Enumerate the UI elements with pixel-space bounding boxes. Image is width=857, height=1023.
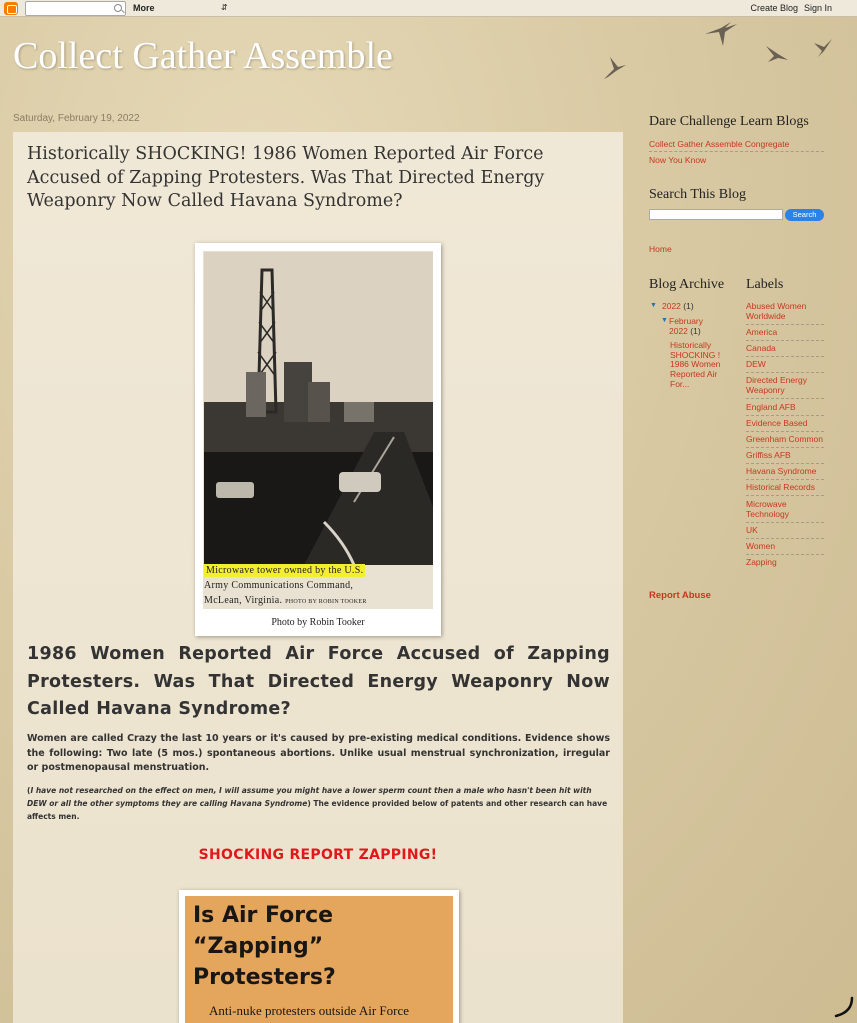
navbar-search-input[interactable] xyxy=(25,1,126,16)
blog-title[interactable]: Collect Gather Assemble xyxy=(13,35,393,77)
label-link[interactable]: Havana Syndrome xyxy=(746,466,817,476)
post-title[interactable]: Historically SHOCKING! 1986 Women Reported Air Force Accused of Zapping Protesters. Was That Directed Energy Weaponry Now Called Havana Syndrome? xyxy=(27,144,545,211)
divider xyxy=(746,356,824,357)
sign-in-link[interactable]: Sign In xyxy=(803,3,832,13)
divider xyxy=(746,431,824,432)
clipping-headline-line-3: Protesters? xyxy=(193,965,336,990)
labels-heading: Labels xyxy=(746,277,784,292)
search-icon[interactable] xyxy=(114,4,122,12)
divider xyxy=(746,415,824,416)
label-link[interactable]: Evidence Based xyxy=(746,418,808,428)
bird-icon xyxy=(600,55,628,81)
shocking-report-heading: SHOCKING REPORT ZAPPING! xyxy=(198,847,438,863)
updown-chevron-icon: ⇵ xyxy=(221,3,228,12)
blog-link-now-you-know[interactable]: Now You Know xyxy=(649,155,707,165)
bird-icon xyxy=(703,20,741,48)
photo-credit: Photo by Robin Tooker xyxy=(271,617,365,628)
post-note: (I have not researched on the effect on men, I will assume you might have a lower sperm count then a male who hasn't been hit with DEW or all the other symptoms they are calling Havana Syndrome) The evidence provided below of patents and other research can have affects men. xyxy=(27,786,608,821)
caption-highlight-line: Microwave tower owned by the U.S. xyxy=(206,565,364,576)
label-link[interactable]: UK xyxy=(746,525,758,535)
post-date: Saturday, February 19, 2022 xyxy=(13,113,140,124)
blogs-heading: Dare Challenge Learn Blogs xyxy=(649,114,809,129)
label-link[interactable]: England AFB xyxy=(746,402,796,412)
clipping-headline-line-2: “Zapping” xyxy=(193,934,324,959)
tower-photo-image xyxy=(204,252,433,565)
divider xyxy=(746,324,824,325)
label-link[interactable]: Directed Energy Weaponry xyxy=(746,375,807,395)
archive-year-label[interactable]: 2022 xyxy=(662,301,681,311)
create-blog-link[interactable]: Create Blog xyxy=(750,3,798,13)
label-link[interactable]: Griffiss AFB xyxy=(746,450,791,460)
divider xyxy=(746,463,824,464)
divider xyxy=(746,398,824,399)
home-link[interactable]: Home xyxy=(649,244,672,254)
blogger-logo-icon[interactable] xyxy=(4,2,18,15)
divider xyxy=(746,495,824,496)
loading-spinner-icon xyxy=(830,994,856,1020)
label-link[interactable]: Historical Records xyxy=(746,482,815,492)
clipping-headline-line-1: Is Air Force xyxy=(193,903,334,928)
tower-photo-caption xyxy=(204,563,433,609)
expand-triangle-icon[interactable]: ▼ xyxy=(661,317,668,324)
label-link[interactable]: Women xyxy=(746,541,776,551)
search-heading: Search This Blog xyxy=(649,187,746,202)
expand-triangle-icon[interactable]: ▼ xyxy=(650,302,657,309)
archive-year-count: (1) xyxy=(683,301,694,311)
tower-photo[interactable] xyxy=(203,251,433,609)
more-label: More xyxy=(133,3,155,13)
blogger-navbar xyxy=(0,0,857,17)
label-link[interactable]: Abused Women Worldwide xyxy=(746,301,807,321)
clipping-subtitle: Anti-nuke protesters outside Air Force xyxy=(209,1003,410,1018)
zapping-clipping-figure[interactable] xyxy=(179,890,459,1023)
clipping-headline xyxy=(193,900,453,993)
divider xyxy=(746,447,824,448)
archive-month-label[interactable]: February 2022 xyxy=(669,316,704,336)
label-link[interactable]: America xyxy=(746,327,778,337)
bird-icon xyxy=(764,44,790,64)
post-body xyxy=(13,132,623,1023)
caption-line-2: Army Communications Command, xyxy=(204,580,354,591)
divider xyxy=(746,522,824,523)
archive-month-count: (1) xyxy=(690,326,701,336)
post-note-rest: The evidence provided below of patents and other research can have affects men. xyxy=(27,799,608,821)
zapping-clipping-image[interactable] xyxy=(185,896,453,1023)
blog-link-congregate[interactable]: Collect Gather Assemble Congregate xyxy=(649,139,790,149)
blog-search-input[interactable] xyxy=(649,209,783,220)
archive-post-link[interactable]: Historically SHOCKING ! 1986 Women Reported Air For... xyxy=(670,340,721,389)
post-note-italic: I have not researched on the effect on men, I will assume you might have a lower sperm count then a male who hasn't been hit with DEW or all the other symptoms they are calling Havana Syndrome xyxy=(27,786,592,808)
post-heading: 1986 Women Reported Air Force Accused of Zapping Protesters. Was That Directed Energy Weaponry Now Called Havana Syndrome? xyxy=(27,644,610,719)
post-paragraph: Women are called Crazy the last 10 years or it's caused by pre-existing medical conditions. Evidence shows the following: Two late (5 mos.) spontaneous abortions. Unlike usual menstrual synchronization, irregular or postmenopausal menstruation. xyxy=(27,733,610,773)
bird-icon xyxy=(812,37,834,59)
divider xyxy=(746,479,824,480)
label-link[interactable]: DEW xyxy=(746,359,766,369)
divider xyxy=(649,151,824,152)
divider xyxy=(746,554,824,555)
label-link[interactable]: Zapping xyxy=(746,557,777,567)
archive-month-february[interactable] xyxy=(669,316,721,336)
divider xyxy=(746,340,824,341)
search-button[interactable]: Search xyxy=(785,209,824,221)
archive-heading: Blog Archive xyxy=(649,277,725,292)
caption-line-3: McLean, Virginia. xyxy=(204,595,283,606)
tower-photo-figure[interactable] xyxy=(195,243,441,636)
label-link[interactable]: Microwave Technology xyxy=(746,499,790,519)
divider xyxy=(746,372,824,373)
report-abuse-link[interactable]: Report Abuse xyxy=(649,590,711,601)
label-link[interactable]: Canada xyxy=(746,343,776,353)
divider xyxy=(746,538,824,539)
label-link[interactable]: Greenham Common xyxy=(746,434,824,444)
archive-year-2022[interactable] xyxy=(662,301,694,311)
more-dropdown[interactable] xyxy=(133,3,233,13)
caption-inline-credit: PHOTO BY ROBIN TOOKER xyxy=(285,599,367,605)
